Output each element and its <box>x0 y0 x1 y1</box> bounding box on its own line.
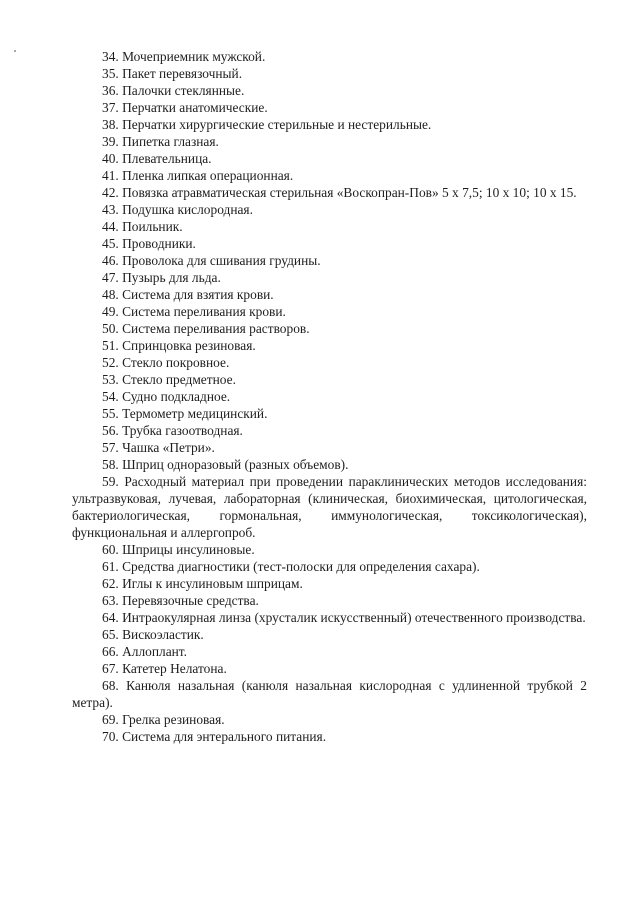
item-number: 58. <box>102 457 119 472</box>
item-number: 46. <box>102 253 119 268</box>
item-number: 35. <box>102 66 119 81</box>
item-text: Пипетка глазная. <box>122 134 219 149</box>
item-text: Стекло покровное. <box>122 355 230 370</box>
item-number: 68. <box>102 678 119 693</box>
item-number: 65. <box>102 627 119 642</box>
item-text: Средства диагностики (тест-полоски для определения сахара). <box>122 559 480 574</box>
list-item <box>72 643 587 660</box>
item-text: Пакет перевязочный. <box>122 66 243 81</box>
item-text: Вискоэластик. <box>122 627 204 642</box>
list-item <box>72 167 587 184</box>
item-number: 36. <box>102 83 119 98</box>
list-item <box>72 541 587 558</box>
item-number: 59. <box>102 474 119 489</box>
list-item <box>72 150 587 167</box>
list-item <box>72 252 587 269</box>
item-number: 66. <box>102 644 119 659</box>
item-number: 39. <box>102 134 119 149</box>
item-text: Грелка резиновая. <box>122 712 225 727</box>
list-item <box>72 456 587 473</box>
item-text: Иглы к инсулиновым шприцам. <box>122 576 303 591</box>
item-text: Катетер Нелатона. <box>122 661 227 676</box>
item-number: 70. <box>102 729 119 744</box>
list-item <box>72 116 587 133</box>
item-text: Система для взятия крови. <box>122 287 274 302</box>
item-number: 60. <box>102 542 119 557</box>
list-item <box>72 711 587 728</box>
list-item <box>72 575 587 592</box>
list-item <box>72 388 587 405</box>
list-item <box>72 133 587 150</box>
item-text: Система для энтерального питания. <box>122 729 327 744</box>
list-item <box>72 354 587 371</box>
item-text: Аллоплант. <box>122 644 187 659</box>
list-item <box>72 286 587 303</box>
item-number: 48. <box>102 287 119 302</box>
item-number: 51. <box>102 338 119 353</box>
list-item <box>72 405 587 422</box>
list-item <box>72 439 587 456</box>
item-number: 37. <box>102 100 119 115</box>
item-text: Расходный материал при проведении параклинических методов исследования: ультразвуковая, лучевая, лабораторная (клиническая, биохимическая, цитологическая, бактериологическая, гормональная, иммунологическая, токсикологическая), функциональная и аллергопроб. <box>72 474 587 540</box>
item-text: Канюля назальная (канюля назальная кислородная с удлиненной трубкой 2 метра). <box>72 678 587 710</box>
list-item <box>72 728 587 745</box>
item-text: Трубка газоотводная. <box>122 423 243 438</box>
item-text: Палочки стеклянные. <box>122 83 245 98</box>
item-text: Судно подкладное. <box>122 389 231 404</box>
item-number: 67. <box>102 661 119 676</box>
item-number: 50. <box>102 321 119 336</box>
list-item <box>72 184 587 201</box>
item-text: Проводники. <box>122 236 196 251</box>
list-item <box>72 269 587 286</box>
item-text: Мочеприемник мужской. <box>122 49 266 64</box>
item-number: 45. <box>102 236 119 251</box>
item-text: Подушка кислородная. <box>122 202 253 217</box>
item-number: 41. <box>102 168 119 183</box>
list-item <box>72 592 587 609</box>
list-item <box>72 65 587 82</box>
item-number: 57. <box>102 440 119 455</box>
list-item <box>72 82 587 99</box>
list-item <box>72 218 587 235</box>
list-item <box>72 660 587 677</box>
item-text: Спринцовка резиновая. <box>122 338 256 353</box>
list-item <box>72 303 587 320</box>
list-item <box>72 235 587 252</box>
list-item <box>72 473 587 541</box>
list-item <box>72 320 587 337</box>
item-number: 63. <box>102 593 119 608</box>
item-number: 44. <box>102 219 119 234</box>
item-text: Перчатки хирургические стерильные и нестерильные. <box>122 117 432 132</box>
list-item <box>72 677 587 711</box>
item-number: 56. <box>102 423 119 438</box>
item-number: 69. <box>102 712 119 727</box>
item-number: 49. <box>102 304 119 319</box>
item-text: Перчатки анатомические. <box>122 100 268 115</box>
item-text: Пузырь для льда. <box>122 270 221 285</box>
item-text: Шприц одноразовый (разных объемов). <box>122 457 349 472</box>
item-number: 40. <box>102 151 119 166</box>
item-text: Плевательница. <box>122 151 212 166</box>
item-text: Повязка атравматическая стерильная «Воскопран-Пов» 5 x 7,5; 10 x 10; 10 x 15. <box>122 185 577 200</box>
list-item <box>72 99 587 116</box>
item-number: 43. <box>102 202 119 217</box>
list-item <box>72 422 587 439</box>
item-number: 34. <box>102 49 119 64</box>
item-text: Стекло предметное. <box>122 372 236 387</box>
document-list <box>0 48 640 745</box>
item-number: 47. <box>102 270 119 285</box>
list-item <box>72 558 587 575</box>
item-text: Шприцы инсулиновые. <box>122 542 255 557</box>
item-text: Система переливания крови. <box>122 304 286 319</box>
list-item <box>72 609 587 626</box>
item-number: 62. <box>102 576 119 591</box>
list-item <box>72 337 587 354</box>
list-item <box>72 371 587 388</box>
item-number: 54. <box>102 389 119 404</box>
list-item <box>72 201 587 218</box>
item-number: 61. <box>102 559 119 574</box>
list-item <box>72 626 587 643</box>
item-number: 53. <box>102 372 119 387</box>
item-text: Система переливания растворов. <box>122 321 310 336</box>
item-text: Чашка «Петри». <box>122 440 215 455</box>
item-number: 52. <box>102 355 119 370</box>
item-text: Поильник. <box>122 219 183 234</box>
item-text: Проволока для сшивания грудины. <box>122 253 321 268</box>
item-text: Интраокулярная линза (хрусталик искусственный) отечественного производства. <box>122 610 586 625</box>
item-text: Термометр медицинский. <box>122 406 268 421</box>
item-text: Пленка липкая операционная. <box>122 168 294 183</box>
item-number: 38. <box>102 117 119 132</box>
item-number: 64. <box>102 610 119 625</box>
item-text: Перевязочные средства. <box>122 593 259 608</box>
item-number: 55. <box>102 406 119 421</box>
item-number: 42. <box>102 185 119 200</box>
list-item <box>72 48 587 65</box>
